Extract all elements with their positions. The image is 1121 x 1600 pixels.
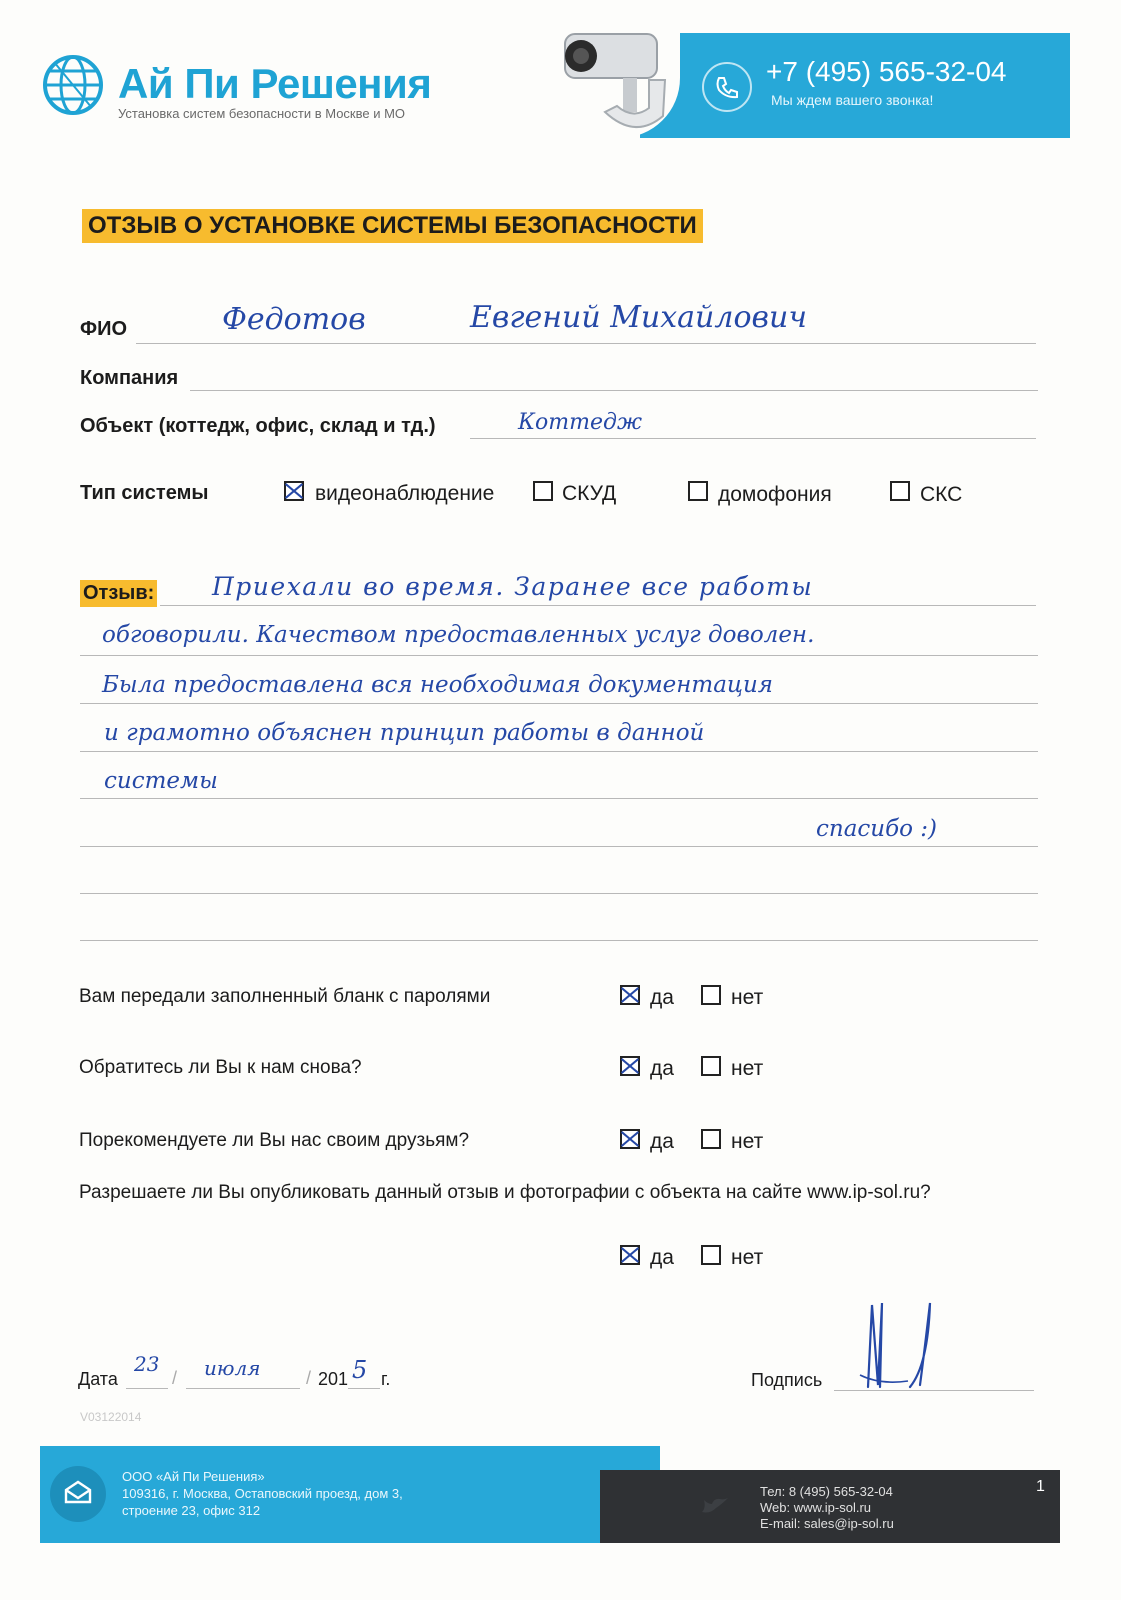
footer-email[interactable]: E-mail: sales@ip-sol.ru (760, 1516, 894, 1531)
review-line-7 (80, 893, 1038, 894)
checkbox-skud[interactable] (533, 481, 553, 501)
review-line-5 (80, 798, 1038, 799)
date-year-line (348, 1388, 380, 1389)
review-text-3[interactable]: Была предоставлена вся необходимая документация (102, 672, 774, 698)
question-return: Обратитесь ли Вы к нам снова? (79, 1057, 362, 1078)
date-sep-1: / (172, 1368, 178, 1388)
date-sep-2: / (306, 1368, 312, 1388)
q4-yes-checkbox[interactable] (620, 1245, 640, 1265)
q2-no-checkbox[interactable] (701, 1056, 721, 1076)
document-id: V03122014 (80, 1410, 142, 1424)
q2-no-label: нет (731, 1057, 764, 1080)
date-label: Дата (78, 1369, 118, 1389)
security-camera-icon (545, 20, 675, 140)
review-line-8 (80, 940, 1038, 941)
q3-no-label: нет (731, 1130, 764, 1153)
footer-web[interactable]: Web: www.ip-sol.ru (760, 1500, 872, 1515)
q3-yes-label: да (650, 1130, 674, 1153)
review-text-6[interactable]: спасибо :) (816, 816, 938, 842)
question-recommend: Порекомендуете ли Вы нас своим друзьям? (79, 1130, 470, 1151)
signature-label: Подпись (751, 1370, 823, 1390)
date-day[interactable]: 23 (134, 1352, 160, 1376)
review-text-4[interactable]: и грамотно объяснен принцип работы в данной (104, 720, 705, 746)
q4-no-label: нет (731, 1246, 764, 1269)
date-year-g: г. (381, 1369, 391, 1389)
company-label: Компания (80, 367, 179, 389)
q1-no-checkbox[interactable] (701, 985, 721, 1005)
q4-yes-label: да (650, 1246, 674, 1269)
object-line (470, 438, 1036, 439)
form-title: ОТЗЫВ О УСТАНОВКЕ СИСТЕМЫ БЕЗОПАСНОСТИ (82, 209, 703, 243)
brand-name: Ай Пи Решения (118, 60, 432, 107)
header-phone-caption: Мы ждем вашего звонка! (771, 92, 934, 108)
header-phone[interactable]: +7 (495) 565-32-04 (766, 56, 1007, 87)
footer-tel: Тел: 8 (495) 565-32-04 (760, 1484, 893, 1499)
review-text-2[interactable]: обговорили. Качеством предоставленных услуг доволен. (102, 622, 815, 648)
object-label: Объект (коттедж, офис, склад и тд.) (80, 415, 436, 437)
q1-yes-label: да (650, 986, 674, 1009)
fio-line (136, 343, 1036, 344)
fio-value-name[interactable]: Евгений Михайлович (470, 300, 807, 335)
review-line-1 (160, 605, 1036, 606)
footer-address-1: 109316, г. Москва, Остаповский проезд, дом 3, (122, 1486, 403, 1501)
company-line[interactable] (190, 390, 1038, 391)
q3-no-checkbox[interactable] (701, 1129, 721, 1149)
object-value[interactable]: Коттедж (518, 410, 642, 435)
review-line-4 (80, 751, 1038, 752)
review-line-6 (80, 846, 1038, 847)
review-text-5[interactable]: системы (104, 768, 218, 794)
globe-logo-icon (42, 54, 104, 116)
signature-image (850, 1295, 950, 1395)
page-number: 1 (1036, 1478, 1045, 1495)
question-passwords: Вам передали заполненный бланк с паролями (79, 986, 491, 1007)
q2-yes-label: да (650, 1057, 674, 1080)
fio-value-surname[interactable]: Федотов (222, 302, 366, 337)
bird-icon (700, 1494, 730, 1518)
question-publish: Разрешаете ли Вы опубликовать данный отзыв и фотографии с объекта на сайте www.ip-sol.ru? (79, 1182, 931, 1203)
footer-company: ООО «Ай Пи Решения» (122, 1469, 265, 1484)
option-videonabludenie: видеонаблюдение (315, 482, 495, 505)
checkbox-videonabludenie[interactable] (284, 481, 304, 501)
option-domofonia: домофония (718, 483, 832, 506)
footer-address-2: строение 23, офис 312 (122, 1503, 261, 1518)
review-text-1[interactable]: Приехали во время. Заранее все работы (212, 572, 814, 601)
checkbox-domofonia[interactable] (688, 481, 708, 501)
date-year-prefix: 201 (318, 1369, 349, 1389)
option-skud: СКУД (562, 482, 617, 505)
q1-yes-checkbox[interactable] (620, 985, 640, 1005)
brand-tagline: Установка систем безопасности в Москве и МО (118, 106, 406, 121)
review-line-3 (80, 703, 1038, 704)
review-label: Отзыв: (80, 580, 157, 607)
footer-logo-icon (50, 1466, 106, 1522)
date-year-suffix[interactable]: 5 (352, 1356, 368, 1384)
q1-no-label: нет (731, 986, 764, 1009)
review-line-2 (80, 655, 1038, 656)
phone-icon (702, 62, 752, 112)
q3-yes-checkbox[interactable] (620, 1129, 640, 1149)
fio-label: ФИО (80, 318, 128, 340)
date-day-line (126, 1388, 168, 1389)
date-month[interactable]: июля (204, 1356, 261, 1380)
q4-no-checkbox[interactable] (701, 1245, 721, 1265)
system-type-label: Тип системы (80, 482, 209, 504)
q2-yes-checkbox[interactable] (620, 1056, 640, 1076)
option-sks: СКС (920, 483, 963, 506)
checkbox-sks[interactable] (890, 481, 910, 501)
date-month-line (186, 1388, 300, 1389)
